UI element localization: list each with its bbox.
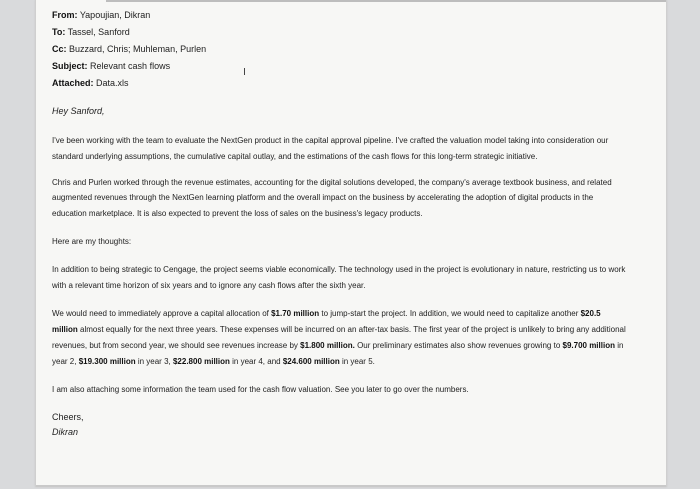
paragraph-thoughts-lead: Here are my thoughts: [52,236,132,246]
to-row [52,24,627,41]
email-content [52,7,627,440]
year5-revenue: $24.600 million [282,356,340,366]
financials-text-7: in year 4, and [229,356,283,366]
subject-value: Relevant cash flows [90,61,171,71]
closing-block [52,410,627,440]
paragraph-strategy: In addition to being strategic to Cengage, the project seems viable economically. The technology used in the project is evolutionary in nature, restricting us to work with a relevant time horizon of six years and to ignore any cash flows after the sixth year. [52,264,626,290]
additional-capital-amount: $20.5 million [52,309,601,335]
attached-label: Attached: [52,78,94,88]
attachment-link[interactable]: Data.xls [96,78,129,88]
financials-text-1: We would need to immediately approve a capital allocation of [52,309,272,319]
financials-text-5: in year 2, [52,340,624,366]
subject-row [52,58,627,75]
revenue-increase-amount: $1.800 million. [300,340,355,350]
year3-revenue: $19.300 million [78,356,136,366]
year2-revenue: $9.700 million [562,340,615,350]
attachment-row [52,75,627,92]
financials-text-3: almost equally for the next three years. These expenses will be incurred on an after-tax basis. The first year of the project is unlikely to bring any additional revenues, but from second year, we should see revenues increase by [52,325,626,350]
closing: Cheers, [52,412,84,423]
cc-label: Cc: [52,44,67,54]
from-row [52,7,627,24]
financials-text-2: to jump-start the project. In addition, we would need to capitalize another [319,309,581,319]
cc-value[interactable]: Buzzard, Chris; Muhleman, Purlen [69,44,207,54]
cc-row [52,41,627,58]
from-value[interactable]: Yapoujian, Dikran [79,10,151,20]
from-label: From: [52,10,78,20]
financials-text-8: in year 5. [339,356,375,366]
initial-allocation-amount: $1.70 million [271,309,320,319]
paragraph-attachment-note: I am also attaching some information the team used for the cash flow valuation. See you later to go over the numbers. [52,384,469,394]
financials-text-4: Our preliminary estimates also show revenues growing to [354,340,563,350]
email-panel [35,0,667,487]
to-label: To: [52,27,66,37]
paragraph-intro: I've been working with the team to evaluate the NextGen product in the capital approval pipeline. I've crafted the valuation model taking into consideration our standard underlying assumptions, the cumulative capital outlay, and the estimations of the cash flows for this long-term strategic initiative. [52,136,609,161]
paragraph-financials [52,306,627,369]
signature: Dikran [52,427,79,438]
to-value[interactable]: Tassel, Sanford [67,27,130,37]
paragraph-revenue-estimates: Chris and Purlen worked through the revenue estimates, accounting for the digital solutions developed, the company's average textbook business, and related augmented revenues through the NextGen learning platform and the overall impact on the business by accelerating the adoption of digital products in the education marketplace. It is also expected to prevent the loss of sales on the business's legacy products. [52,177,612,219]
greeting: Hey Sanford, [52,106,105,116]
financials-text-6: in year 3, [135,356,173,366]
subject-label: Subject: [52,61,88,71]
year4-revenue: $22.800 million [172,356,230,366]
